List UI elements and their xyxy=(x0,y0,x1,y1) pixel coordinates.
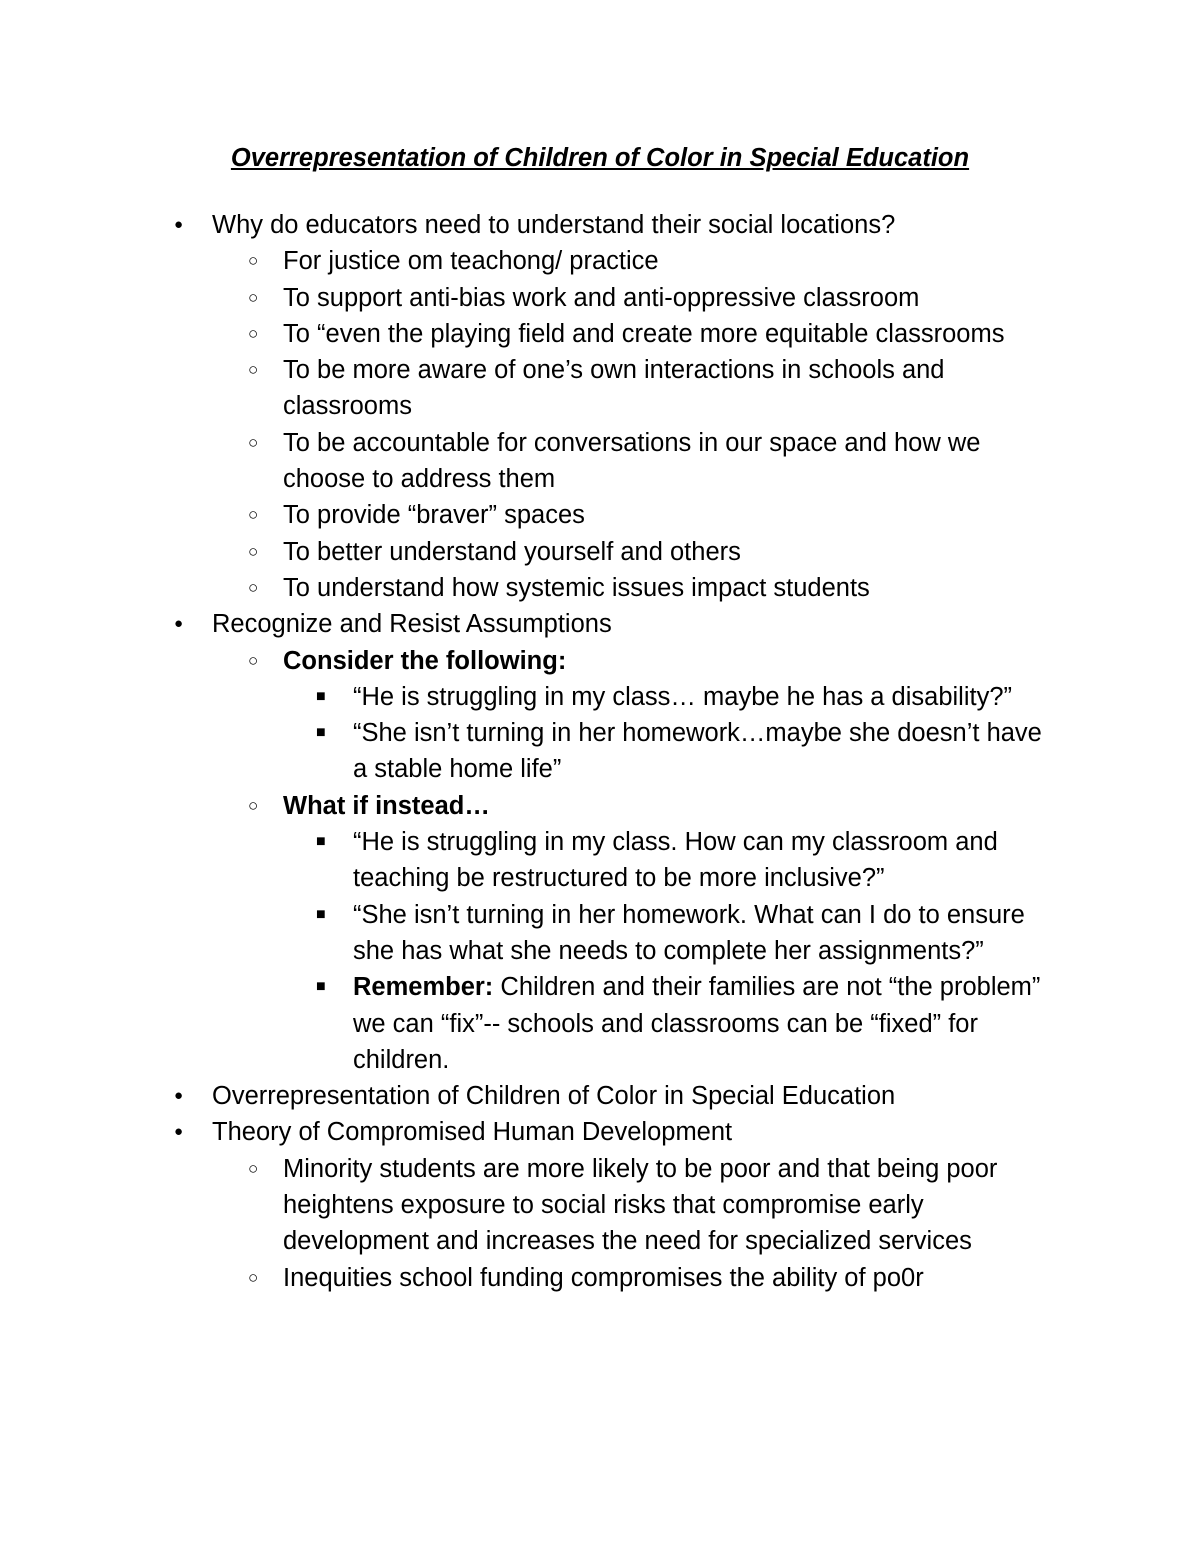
sub-bullet-item xyxy=(0,316,1063,352)
nested-bullet-item xyxy=(0,824,1058,897)
bullet-item xyxy=(0,1078,1062,1114)
nested-bullet-text: “She isn’t turning in her homework…maybe she doesn’t have a stable home life” xyxy=(353,719,1042,784)
bullet-square-icon: ■ xyxy=(316,687,326,705)
bullet-disc-icon: ● xyxy=(174,216,184,233)
bullet-circle-icon: ○ xyxy=(248,287,259,307)
bullet-circle-icon: ○ xyxy=(248,505,259,525)
bullet-circle-icon: ○ xyxy=(248,577,259,597)
bullet-circle-icon: ○ xyxy=(248,1267,259,1287)
nested-bullet-text: “He is struggling in my class… maybe he has a disability?” xyxy=(353,682,1013,711)
bullet-square-icon: ■ xyxy=(316,905,326,923)
sub-bullet-text: To provide “braver” spaces xyxy=(283,501,585,530)
remember-label: Remember: xyxy=(353,973,494,1002)
sub-bullet-text: For justice om teachong/ practice xyxy=(283,247,659,276)
bullet-disc-icon: ● xyxy=(174,1087,184,1105)
consider-heading: Consider the following: xyxy=(283,646,567,675)
bullet-square-icon: ■ xyxy=(316,978,326,996)
bullet-circle-icon: ○ xyxy=(248,251,259,271)
sub-bullet-item xyxy=(0,352,1063,425)
sub-bullet-text: To better understand yourself and others xyxy=(283,537,741,566)
bullet-item xyxy=(0,606,1062,1078)
bullet-disc-icon: ● xyxy=(174,1123,184,1141)
bullet-item xyxy=(0,207,1062,606)
remember-text: Children and their families are not “the problem” we can “fix”-- schools and classrooms can be “fixed” for children. xyxy=(353,973,1041,1074)
bullet-text: Recognize and Resist Assumptions xyxy=(212,610,612,639)
nested-bullet-item xyxy=(0,715,1058,788)
sub-bullet-item xyxy=(0,243,1063,279)
sub-list xyxy=(212,243,1062,606)
nested-bullet-text: “He is struggling in my class. How can my classroom and teaching be restructured to be more inclusive?” xyxy=(353,828,998,893)
nested-bullet-item xyxy=(0,969,1058,1078)
sub-bullet-item xyxy=(0,425,1063,498)
sub-bullet-text: To support anti-bias work and anti-oppressive classroom xyxy=(283,283,920,312)
sub-bullet-text: Minority students are more likely to be poor and that being poor heightens exposure to social risks that compromise early development and increases the need for specialized services xyxy=(283,1154,998,1256)
sub-bullet-item xyxy=(0,497,1063,533)
bullet-circle-icon: ○ xyxy=(248,650,259,670)
bullet-circle-icon: ○ xyxy=(248,795,259,815)
sub-list xyxy=(212,643,1062,1079)
bullet-disc-icon: ● xyxy=(174,615,184,633)
bullet-text: Why do educators need to understand their social locations? xyxy=(212,211,896,239)
sub-bullet-text: To be accountable for conversations in our space and how we choose to address them xyxy=(283,428,981,494)
bullet-circle-icon: ○ xyxy=(248,541,259,561)
sub-bullet-text: Inequities school funding compromises the ability of po0r xyxy=(283,1263,924,1292)
bullet-circle-icon: ○ xyxy=(248,360,259,380)
nested-list xyxy=(283,824,1063,1078)
bullet-circle-icon: ○ xyxy=(248,1158,259,1178)
sub-bullet-item xyxy=(0,1260,1063,1296)
bullet-text: Overrepresentation of Children of Color in Special Education xyxy=(212,1082,896,1111)
outline-list xyxy=(0,207,1200,1296)
sub-bullet-item xyxy=(0,788,1063,1078)
nested-bullet-item xyxy=(0,897,1058,970)
sub-bullet-item xyxy=(0,570,1063,606)
sub-bullet-text: To understand how systemic issues impact students xyxy=(283,573,870,602)
sub-bullet-item xyxy=(0,643,1063,788)
sub-bullet-item xyxy=(0,280,1063,316)
sub-bullet-text: To be more aware of one’s own interactions in schools and classrooms xyxy=(283,356,945,421)
sub-bullet-item xyxy=(0,534,1063,570)
bullet-circle-icon: ○ xyxy=(248,432,259,452)
sub-list xyxy=(212,1151,1062,1296)
nested-bullet-text: “She isn’t turning in her homework. What can I do to ensure she has what she needs to complete her assignments?” xyxy=(353,900,1025,965)
nested-list xyxy=(283,679,1063,788)
sub-bullet-text: To “even the playing field and create more equitable classrooms xyxy=(283,319,1005,348)
document-title: Overrepresentation of Children of Color in Special Education xyxy=(230,144,970,172)
bullet-text: Theory of Compromised Human Development xyxy=(212,1118,733,1147)
nested-bullet-item xyxy=(0,679,1058,715)
sub-bullet-item xyxy=(0,1151,1063,1260)
bullet-square-icon: ■ xyxy=(316,724,326,742)
bullet-item xyxy=(0,1114,1062,1295)
bullet-circle-icon: ○ xyxy=(248,323,259,343)
instead-heading: What if instead… xyxy=(283,791,490,820)
bullet-square-icon: ■ xyxy=(316,833,326,851)
